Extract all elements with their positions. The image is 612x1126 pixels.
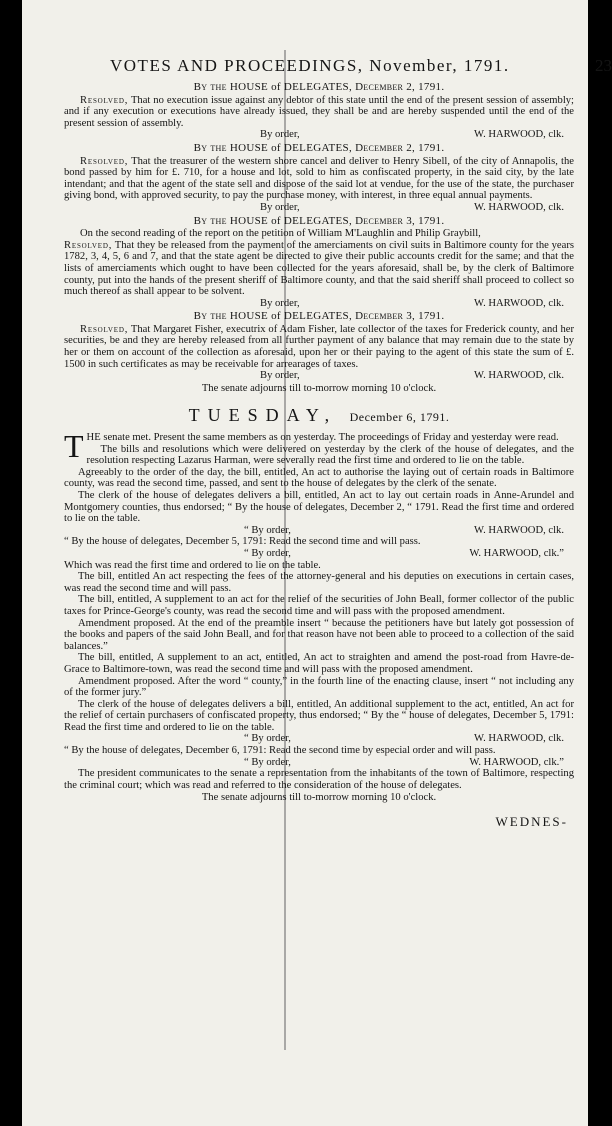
document-body (64, 80, 574, 828)
resolution-entry (64, 143, 574, 214)
by-order-signature: “ By order, W. HARWOOD, clk.” (244, 756, 564, 768)
running-head (110, 56, 612, 76)
adjournment-note: The senate adjourns till to-morrow morning 10 o'clock. (201, 382, 437, 394)
by-order-signature: “ By order, W. HARWOOD, clk. (244, 733, 564, 745)
entry-heading: By the HOUSE of DELEGATES, December 3, 1791. (193, 310, 445, 323)
resolution-text: Resolved, That Margaret Fisher, executrix of Adam Fisher, late collector of the taxes for Frederick county, and her securities, be and they are hereby released from all further payment of any balance that may remain due to the state by her or them on account of the collection as aforesaid, upon her or their paying to the agent of this state the sum of £. 1500 in such certificates as may be receivable for arrearages of taxes. (64, 323, 574, 370)
by-order-signature: By order, W. HARWOOD, clk. (260, 201, 564, 213)
paragraph: Which was read the first time and ordered to lie on the table. (64, 559, 321, 571)
paragraph: Amendment proposed. After the word “ county,” in the fourth line of the enacting clause, insert “ not including any of the former jury.” (64, 675, 574, 699)
paragraph: The bill, entitled An act respecting the fees of the attorney-general and his deputies on executions in certain cases, was read the second time and will pass. (64, 571, 574, 594)
paragraph: The clerk of the house of delegates delivers a bill, entitled, An act to lay out certain roads in Anne-Arundel and Montgomery counties, thus endorsed; “ By the house of delegates, December 2, “ 1791. Read the first time and ordered to lie on the table. (64, 490, 574, 525)
endorsement-line: “ By the house of delegates, December 6, 1791: Read the second time by especial order and will pass. (64, 745, 496, 757)
resolution-text: Resolved, That they be released from the payment of the amerciaments on civil suits in Baltimore county for the years 1782, 3, 4, 5, 6 and 7, and that the state agent be directed to give their public accounts credit for the same; and that the lists of amerciaments which ought to have been collected for the years aforesaid, shall be, by the clerk of Baltimore county, put into the hands of the present sheriff of Baltimore county, and that the said sheriff shall proceed to collect so much thereof as shall appear to be solvent. (64, 239, 574, 298)
entry-heading: By the HOUSE of DELEGATES, December 2, 1791. (193, 141, 445, 154)
entry-heading: By the HOUSE of DELEGATES, December 2, 1791. (193, 81, 445, 93)
paragraph: The bill, entitled, A supplement to an act, entitled, An act to straighten and amend the post-road from Havre-de-Grace to Baltimore-town, was read the second time and will pass with the proposed amendment. (64, 652, 574, 675)
preamble-text: On the second reading of the report on the petition of William M'Laughlin and Philip Graybill, (80, 228, 481, 240)
resolution-entry (64, 82, 574, 141)
opening-paragraph: T HE senate met. Present the same members as on yesterday. The proceedings of Friday and yesterday were read. (64, 428, 559, 465)
resolution-text: Resolved, That the treasurer of the western shore cancel and deliver to Henry Sibell, of the city of Annapolis, the bond passed by him for £. 710, for a house and lot, sold to him as confiscated property, in the said city, by the late intendant; and that the agent of the state sell and dispose of the said lot at vendue, for the use of the state, the purchaser giving bond, with approved security, to pay the purchase money, with interest, in three equal annual payments. (64, 155, 575, 202)
paragraph: The clerk of the house of delegates delivers a bill, entitled, An additional supplement to the act, entitled, An act for the relief of certain purchasers of confiscated property, thus endorsed; “ By the “ house of delegates, December 5, 1791: Read the first time and ordered to lie on the table. (64, 698, 574, 733)
day-name: TUESDAY, (188, 405, 338, 426)
endorsement-line: “ By the house of delegates, December 5, 1791: Read the second time and will pass. (64, 536, 421, 548)
adjournment-note: The senate adjourns till to-morrow morning 10 o'clock. (201, 792, 437, 804)
day-date: December 6, 1791. (349, 410, 450, 425)
by-order-signature: “ By order, W. HARWOOD, clk. (244, 524, 564, 536)
paragraph: The bill, entitled, A supplement to an act for the relief of the securities of John Beall, former collector of the public taxes for Prince-George's county, was read the second time and will pass with the proposed amendment. (64, 594, 574, 617)
day-heading (64, 405, 574, 426)
paragraph: Agreeably to the order of the day, the bill, entitled, An act to authorise the laying out of certain roads in Baltimore county, was read the second time, passed, and sent to the house of delegates by the clerk of the senate. (64, 466, 574, 490)
catchword: WEDNES- (495, 814, 568, 830)
paragraph: The bills and resolutions which were delivered on yesterday by the clerk of the house of delegates, and the resolution respecting Lazarus Harman, were severally read the first time and ordered to lie on the table. (86, 443, 574, 467)
page-number: 23 (595, 56, 612, 75)
paragraph: Amendment proposed. At the end of the preamble insert “ because the petitioners have but lately got possession of the books and papers of the said John Beall, and for that reason have not been able to proceed to a collection of the said balances.” (64, 617, 574, 652)
by-order-signature: By order, W. HARWOOD, clk. (260, 297, 564, 309)
by-order-signature: “ By order, W. HARWOOD, clk.” (244, 547, 564, 559)
page-title: VOTES AND PROCEEDINGS, November, 1791. (110, 56, 510, 75)
paragraph: The president communicates to the senate a representation from the inhabitants of the town of Baltimore, respecting the criminal court; which was read and referred to the consideration of the house of delegates. (64, 768, 574, 791)
drop-cap: T (64, 428, 84, 465)
by-order-signature: By order, W. HARWOOD, clk. (260, 129, 564, 141)
by-order-signature: By order, W. HARWOOD, clk. (260, 370, 564, 382)
resolution-entry (64, 311, 574, 382)
resolution-entry (64, 216, 574, 310)
entry-heading: By the HOUSE of DELEGATES, December 3, 1791. (193, 214, 445, 227)
resolution-text: Resolved, That no execution issue against any debtor of this state until the end of the present session of assembly; and if any execution or executions have already issued, they shall be and are hereby suspended until the end of the present session of assembly. (64, 94, 575, 129)
